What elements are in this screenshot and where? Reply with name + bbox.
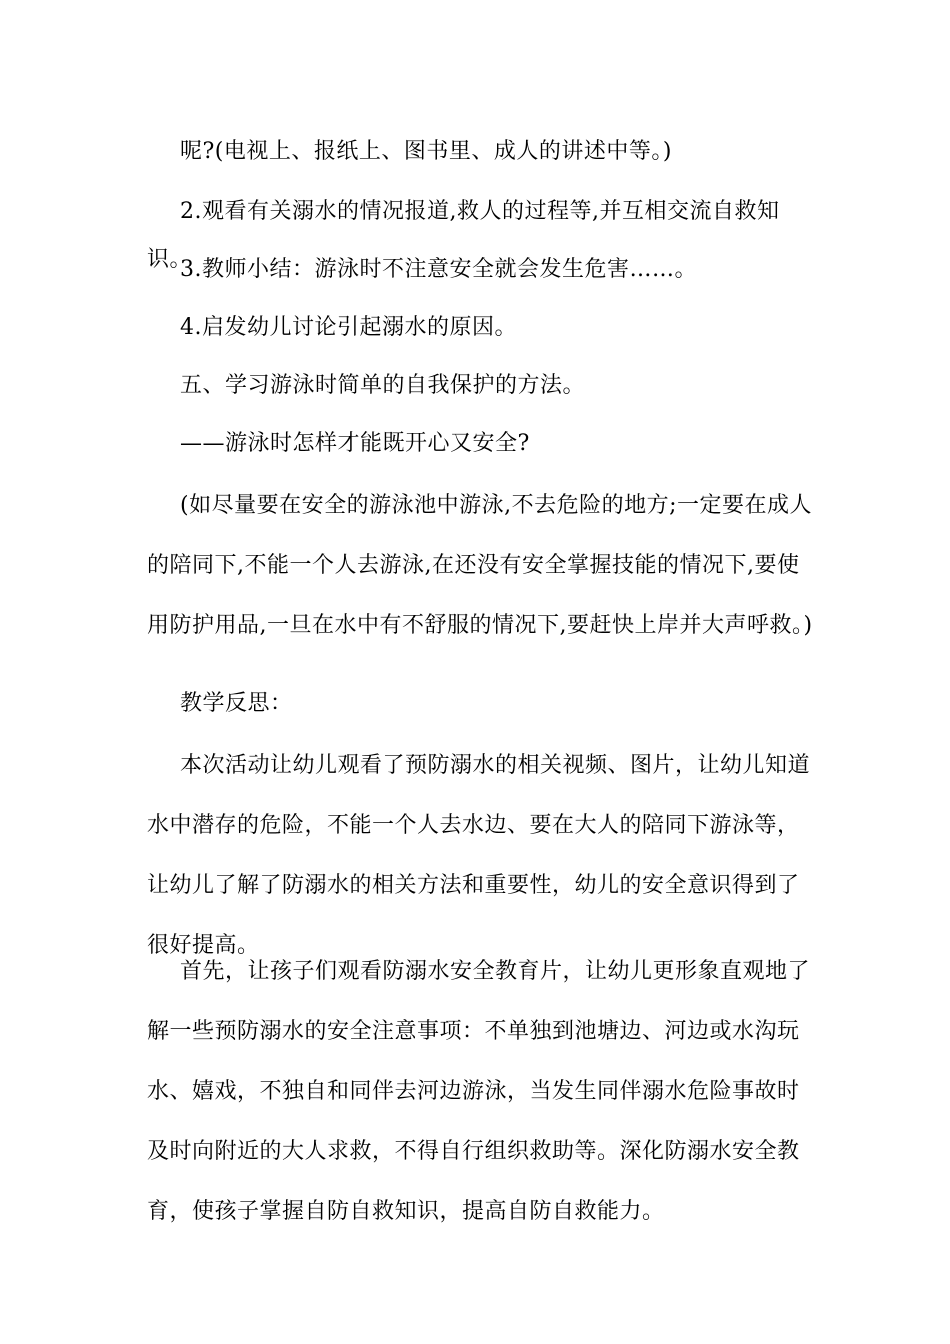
paragraph-1: 呢?(电视上、报纸上、图书里、成人的讲述中等。) (180, 139, 672, 164)
reflection-paragraph-2: 首先，让孩子们观看防溺水安全教育片，让幼儿更形象直观地了解一些预防溺水的安全注意事项：不单独到池塘边、河边或水沟玩水、嬉戏，不独自和同伴去河边游泳，当发生同伴溺水危险事故时及时向附近的大人求救，不得自行组织救助等。深化防溺水安全教育，使孩子掌握自防自救知识，提高自防自救能力。 (147, 959, 811, 1224)
paragraph-answer: (如尽量要在安全的游泳池中游泳,不去危险的地方;一定要在成人的陪同下,不能一个人去游泳,在还没有安全掌握技能的情况下,要使用防护用品,一旦在水中有不舒服的情况下,要赶快上岸并大声呼救。) (147, 493, 813, 638)
section-heading-5: 五、学习游泳时简单的自我保护的方法。 (180, 373, 586, 398)
reflection-heading: 教学反思： (180, 691, 293, 716)
paragraph-4: 4.启发幼儿讨论引起溺水的原因。 (180, 315, 517, 340)
paragraph-2: 2.观看有关溺水的情况报道,救人的过程等,并互相交流自救知识。 (147, 199, 780, 272)
paragraph-question: ——游泳时怎样才能既开心又安全? (180, 431, 530, 456)
paragraph-3: 3.教师小结：游泳时不注意安全就会发生危害……。 (180, 257, 697, 282)
reflection-paragraph-1: 本次活动让幼儿观看了预防溺水的相关视频、图片，让幼儿知道水中潜存的危险，不能一个人去水边、要在大人的陪同下游泳等，让幼儿了解了防溺水的相关方法和重要性，幼儿的安全意识得到了很好提高。 (147, 753, 811, 958)
